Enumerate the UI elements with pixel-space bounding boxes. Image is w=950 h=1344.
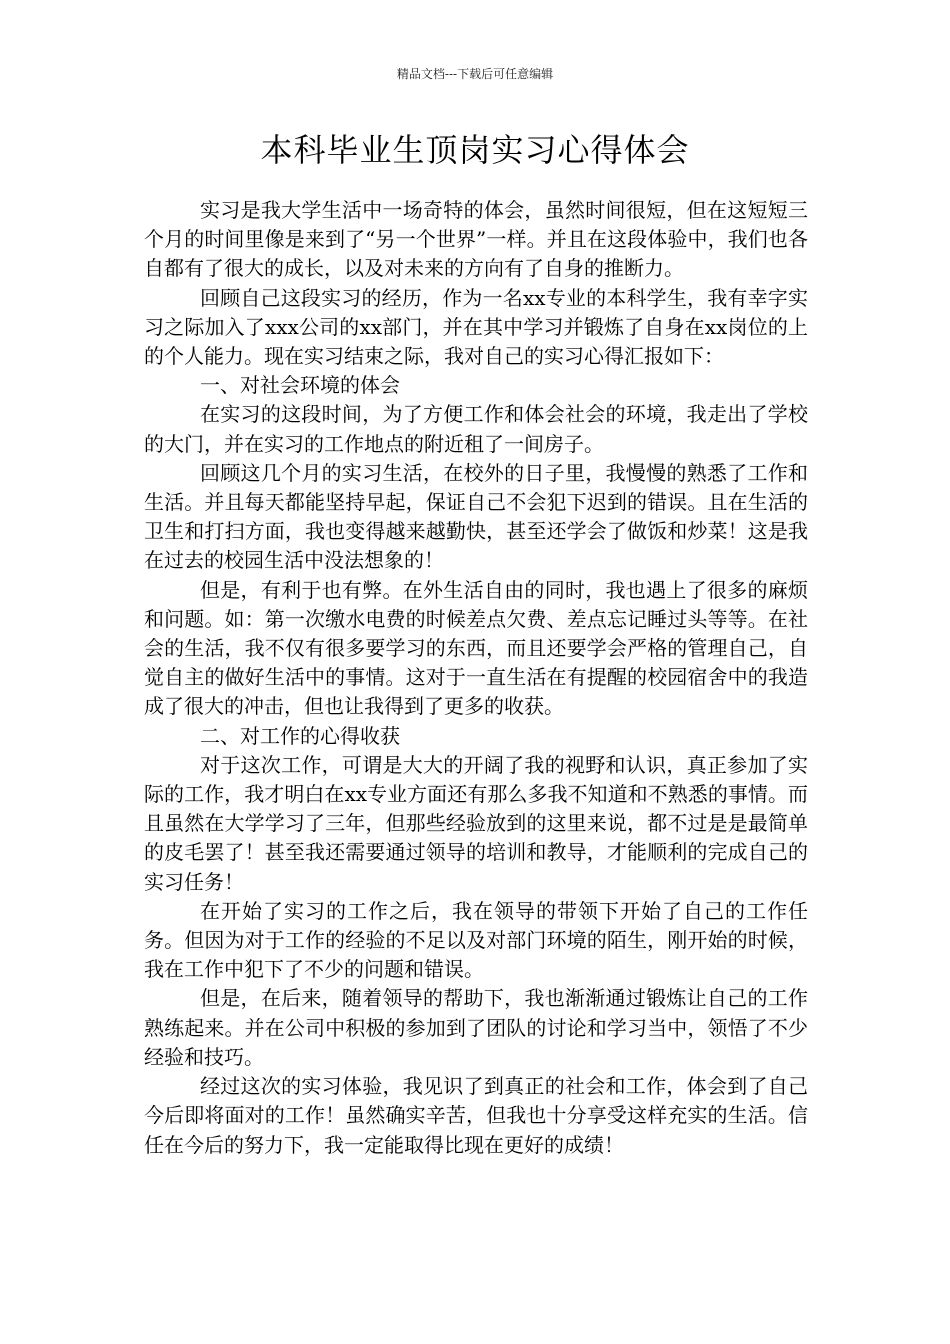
paragraph-work-2: 在开始了实习的工作之后，我在领导的带领下开始了自己的工作任务。但因为对于工作的经验的不足以及对部门环境的陌生，刚开始的时候，我在工作中犯下了不少的问题和错误。 <box>144 898 808 982</box>
section-heading-work: 二、对工作的心得收获 <box>200 723 400 748</box>
paragraph-review: 回顾自己这段实习的经历，作为一名xx专业的本科学生，我有幸字实习之际加入了xxx公司的xx部门，并在其中学习并锻炼了自身在xx岗位的上的个人能力。现在实习结束之际，我对自己的实习心得汇报如下： <box>144 285 808 369</box>
document-title: 本科毕业生顶岗实习心得体会 <box>260 131 690 169</box>
paragraph-social-1: 在实习的这段时间，为了方便工作和体会社会的环境，我走出了学校的大门，并在实习的工作地点的附近租了一间房子。 <box>144 402 808 456</box>
paragraph-conclusion: 经过这次的实习体验，我见识了到真正的社会和工作，体会到了自己今后即将面对的工作！虽然确实辛苦，但我也十分享受这样充实的生活。信任在今后的努力下，我一定能取得比现在更好的成绩！ <box>144 1074 808 1157</box>
paragraph-work-3: 但是，在后来，随着领导的帮助下，我也渐渐通过锻炼让自己的工作熟练起来。并在公司中积极的参加到了团队的讨论和学习当中，领悟了不少经验和技巧。 <box>144 986 808 1069</box>
header-note: 精品文档---下载后可任意编辑 <box>396 67 554 81</box>
paragraph-work-1: 对于这次工作，可谓是大大的开阔了我的视野和认识，真正参加了实际的工作，我才明白在xx专业方面还有那么多我不知道和不熟悉的事情。而且虽然在大学学习了三年，但那些经验放到的这里来说，都不过是是最简单的皮毛罢了！甚至我还需要通过领导的培训和教导，才能顺利的完成自己的实习任务！ <box>144 752 808 894</box>
section-heading-social: 一、对社会环境的体会 <box>200 373 400 398</box>
paragraph-intro: 实习是我大学生活中一场奇特的体会，虽然时间很短，但在这短短三个月的时间里像是来到了“另一个世界”一样。并且在这段体验中，我们也各自都有了很大的成长，以及对未来的方向有了自身的推断力。 <box>144 198 808 281</box>
document-body <box>144 196 808 1160</box>
paragraph-social-3: 但是，有利于也有弊。在外生活自由的同时，我也遇上了很多的麻烦和问题。如：第一次缴水电费的时候差点欠费、差点忘记睡过头等等。在社会的生活，我不仅有很多要学习的东西，而且还要学会严格的管理自己，自觉自主的做好生活中的事情。这对于一直生活在有提醒的校园宿舍中的我造成了很大的冲击，但也让我得到了更多的收获。 <box>144 577 808 719</box>
paragraph-social-2: 回顾这几个月的实习生活，在校外的日子里，我慢慢的熟悉了工作和生活。并且每天都能坚持早起，保证自己不会犯下迟到的错误。且在生活的卫生和打扫方面，我也变得越来越勤快，甚至还学会了做饭和炒菜！这是我在过去的校园生活中没法想象的！ <box>144 460 808 573</box>
